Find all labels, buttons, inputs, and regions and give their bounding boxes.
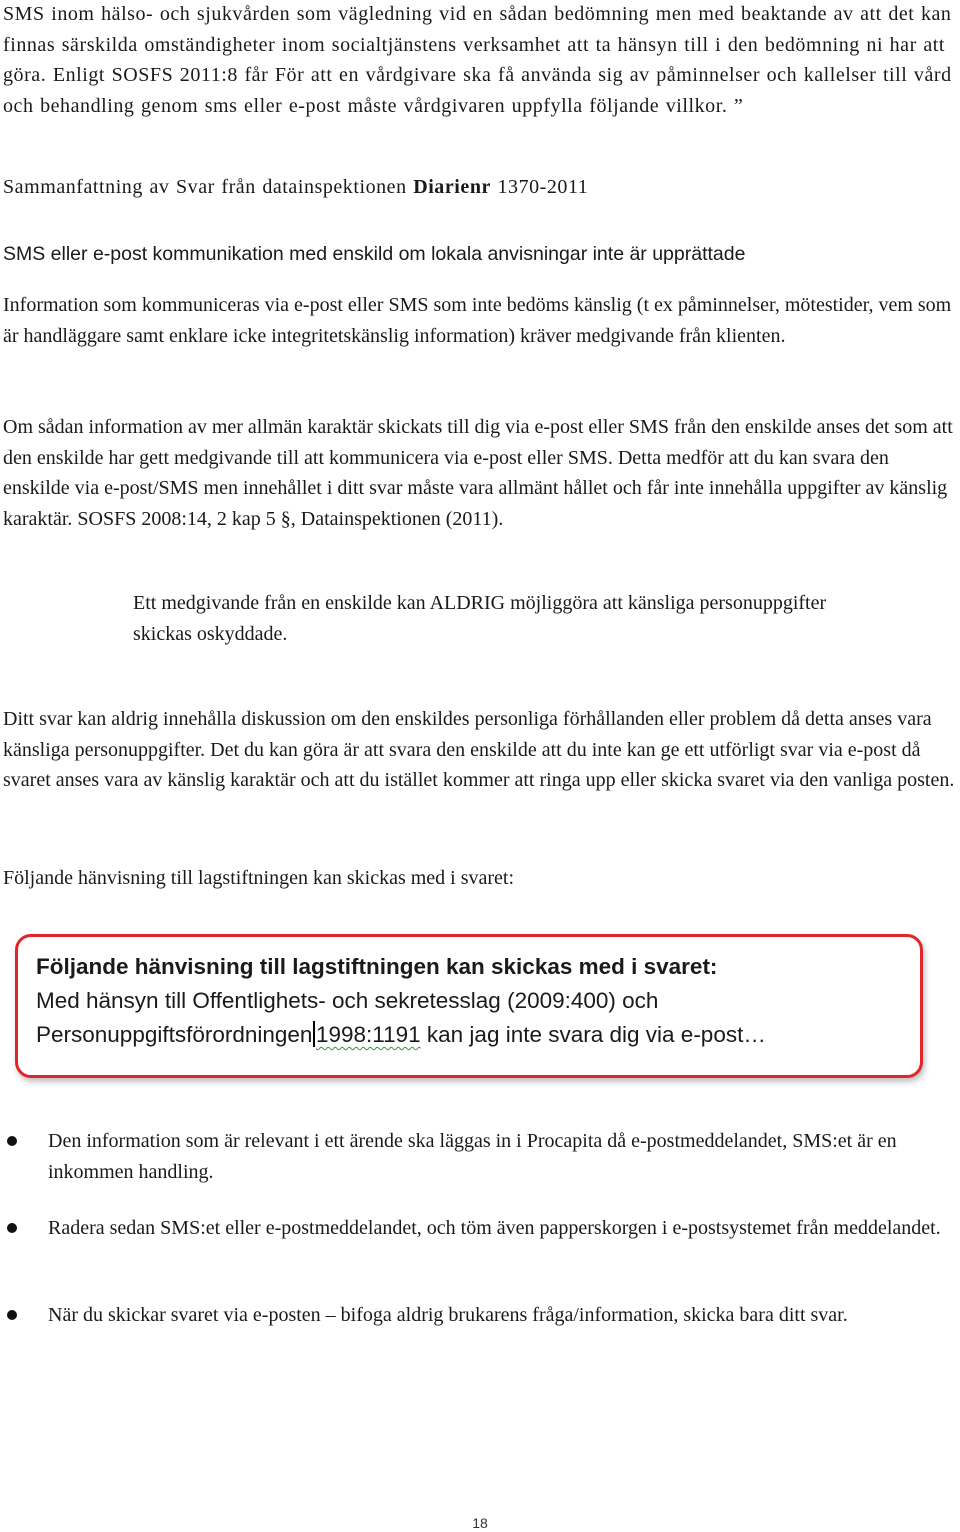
callout-line-2 xyxy=(36,1018,920,1052)
paragraph-sensitive: Ditt svar kan aldrig innehålla diskussion om den enskildes personliga förhållanden eller problem då detta anses vara känsliga personuppgifter. Det du kan göra är att svara den enskilde att du inte kan ge ett utförligt svar via e-post då svaret anses vara av känslig karaktär och att du istället kommer att ringa upp eller skicka svaret via den vanliga posten. xyxy=(3,708,955,791)
list-item-text: Den information som är relevant i ett ärende ska läggas in i Procapita då e-postmeddelandet, SMS:et är en inkommen handling. xyxy=(48,1130,897,1183)
diarienr-label: Diarienr xyxy=(413,176,491,198)
callout-heading: Följande hänvisning till lagstiftningen kan skickas med i svaret: xyxy=(36,954,718,979)
spellcheck-marked-text: 1998:1191 xyxy=(315,1022,421,1047)
text-cursor xyxy=(313,1021,315,1047)
summary-line xyxy=(3,172,958,203)
section-heading: SMS eller e-post kommunikation med enskild om lokala anvisningar inte är upprättade xyxy=(3,243,746,265)
callout-line-1: Med hänsyn till Offentlighets- och sekretesslag (2009:400) och xyxy=(36,988,659,1013)
law-reference-callout xyxy=(15,934,923,1078)
list-item-text: Radera sedan SMS:et eller e-postmeddelandet, och töm även papperskorgen i e-postsystemet från meddelandet. xyxy=(48,1217,941,1239)
intro-paragraph: SMS inom hälso- och sjukvården som vägledning vid en sådan bedömning men med beaktande av att det kan finnas särskilda omständigheter inom socialtjänstens verksamhet att ta hänsyn till i den bedömning ni har att göra. Enligt SOSFS 2011:8 får För att en vårdgivare ska få använda sig av påminnelser och kallelser till vård och behandling genom sms eller e-post måste vårdgivaren uppfylla följande villkor. ” xyxy=(3,3,952,117)
list-item-text: När du skickar svaret via e-posten – bifoga aldrig brukarens fråga/information, skicka bara ditt svar. xyxy=(48,1304,848,1326)
paragraph-general-info: Om sådan information av mer allmän karaktär skickats till dig via e-post eller SMS från den enskilde anses det som att den enskilde har gett medgivande till att kommunicera via e-post eller SMS. Detta medför att du kan svara den enskilde via e-post/SMS men innehållet i ditt svar måste vara allmänt hållet och får inte innehålla uppgifter av känslig karaktär. SOSFS 2008:14, 2 kap 5 §, Datainspektionen (2011). xyxy=(3,416,953,530)
paragraph-consent: Information som kommuniceras via e-post eller SMS som inte bedöms känslig (t ex påminnelser, mötestider, vem som är handläggare samt enklare icke integritetskänslig information) kräver medgivande från klienten. xyxy=(3,294,952,347)
callout-line-2-start: Personuppgiftsförordningen xyxy=(36,1022,313,1047)
callout-line-2-end: kan jag inte svara dig via e-post… xyxy=(420,1022,766,1047)
bullet-icon xyxy=(7,1310,17,1320)
bullet-icon xyxy=(7,1136,17,1146)
lead-in-text: Följande hänvisning till lagstiftningen kan skickas med i svaret: xyxy=(3,867,515,889)
summary-prefix: Sammanfattning av Svar från datainspektionen xyxy=(3,176,414,198)
diarienr-value: 1370-2011 xyxy=(490,176,589,198)
page-number: 18 xyxy=(472,1515,488,1531)
quote-warning: Ett medgivande från en enskilde kan ALDRIG möjliggöra att känsliga personuppgifter skickas oskyddade. xyxy=(133,592,827,645)
bullet-icon xyxy=(7,1223,17,1233)
